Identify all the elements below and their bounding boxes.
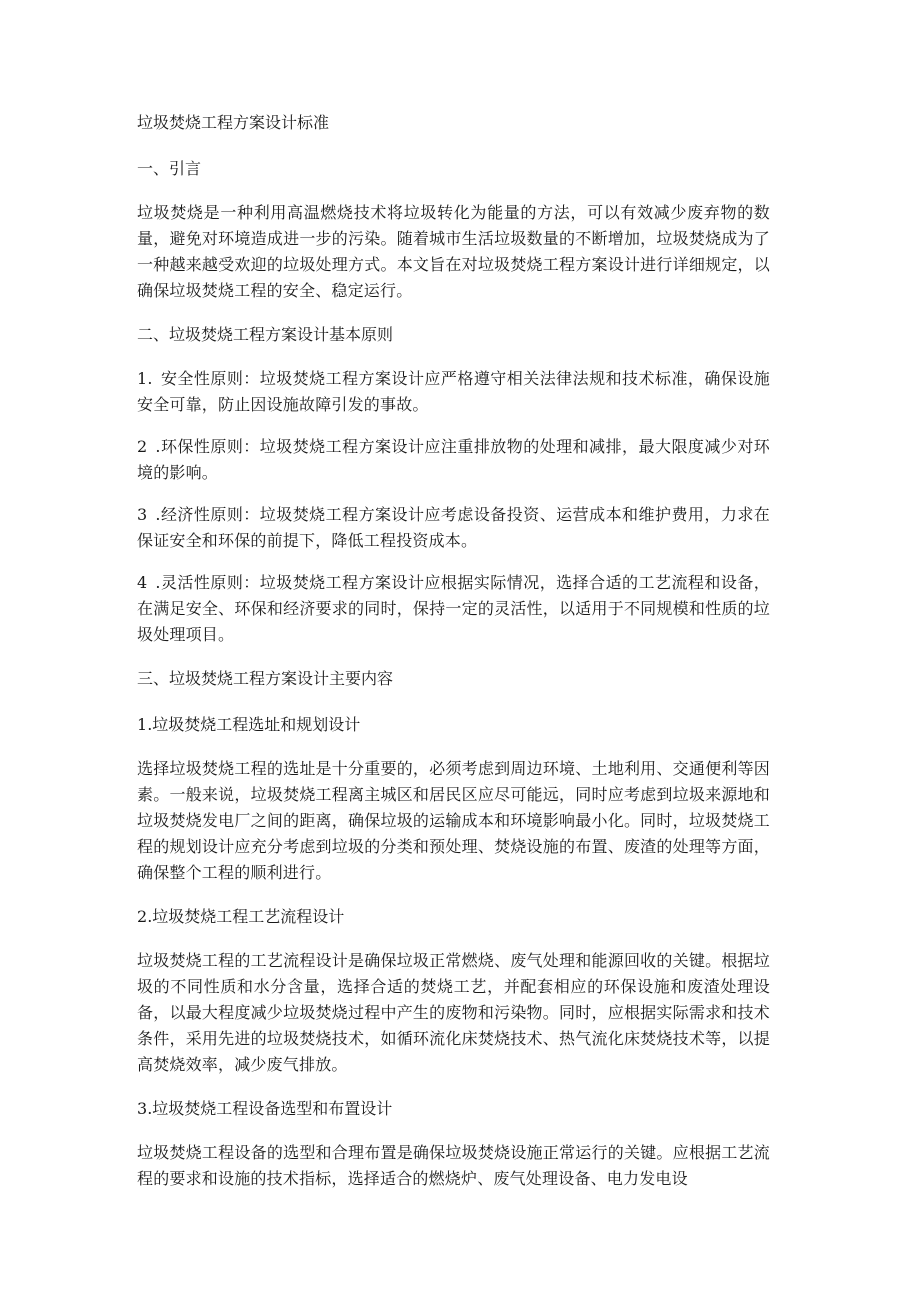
content-number: 3 xyxy=(137,1099,148,1118)
principle-number: 1. xyxy=(137,369,153,388)
principle-number: 4 xyxy=(137,573,148,592)
principle-number: 2 xyxy=(137,437,148,456)
principle-item xyxy=(137,434,770,486)
principle-item xyxy=(137,570,770,648)
content-subtitle xyxy=(137,1094,770,1124)
section-heading-principles: 二、垃圾焚烧工程方案设计基本原则 xyxy=(137,325,394,344)
content-subtitle xyxy=(137,710,770,740)
principle-text: .经济性原则：垃圾焚烧工程方案设计应考虑设备投资、运营成本和维护费用，力求在保证安全和环保的前提下，降低工程投资成本。 xyxy=(137,505,770,550)
content-subtitle xyxy=(137,902,770,932)
content-number: 2 xyxy=(137,907,148,926)
content-number: 1 xyxy=(137,715,148,734)
content-paragraph: 垃圾焚烧工程的工艺流程设计是确保垃圾正常燃烧、废气处理和能源回收的关键。根据垃圾的不同性质和水分含量，选择合适的焚烧工艺，并配套相应的环保设施和废渣处理设备，以最大程度减少垃圾焚烧过程中产生的废物和污染物。同时，应根据实际需求和技术条件，采用先进的垃圾焚烧技术，如循环流化床焚烧技术、热气流化床焚烧技术等，以提高焚烧效率，减少废气排放。 xyxy=(137,951,770,1074)
principle-item xyxy=(137,502,770,554)
intro-paragraph: 垃圾焚烧是一种利用高温燃烧技术将垃圾转化为能量的方法，可以有效减少废弃物的数量，避免对环境造成进一步的污染。随着城市生活垃圾数量的不断增加，垃圾焚烧成为了一种越来越受欢迎的垃圾处理方式。本文旨在对垃圾焚烧工程方案设计进行详细规定，以确保垃圾焚烧工程的安全、稳定运行。 xyxy=(137,203,770,300)
document-title: 垃圾焚烧工程方案设计标准 xyxy=(137,113,330,132)
section-heading-content: 三、垃圾焚烧工程方案设计主要内容 xyxy=(137,669,394,688)
section-heading-intro: 一、引言 xyxy=(137,159,202,178)
principle-text: .灵活性原则：垃圾焚烧工程方案设计应根据实际情况，选择合适的工艺流程和设备，在满足安全、环保和经济要求的同时，保持一定的灵活性，以适用于不同规模和性质的垃圾处理项目。 xyxy=(137,573,770,644)
principle-number: 3 xyxy=(137,505,148,524)
content-subtitle-text: .垃圾焚烧工程工艺流程设计 xyxy=(147,907,345,926)
principle-item xyxy=(137,366,770,418)
content-subtitle-text: .垃圾焚烧工程选址和规划设计 xyxy=(147,715,361,734)
content-paragraph: 选择垃圾焚烧工程的选址是十分重要的，必须考虑到周边环境、土地利用、交通便利等因素。一般来说，垃圾焚烧工程离主城区和居民区应尽可能远，同时应考虑到垃圾来源地和垃圾焚烧发电厂之间的距离，确保垃圾的运输成本和环境影响最小化。同时，垃圾焚烧工程的规划设计应充分考虑到垃圾的分类和预处理、焚烧设施的布置、废渣的处理等方面，确保整个工程的顺利进行。 xyxy=(137,759,770,882)
content-subtitle-text: .垃圾焚烧工程设备选型和布置设计 xyxy=(147,1099,393,1118)
principle-text: .环保性原则：垃圾焚烧工程方案设计应注重排放物的处理和减排，最大限度减少对环境的影响。 xyxy=(137,437,770,482)
principle-text: 安全性原则：垃圾焚烧工程方案设计应严格遵守相关法律法规和技术标准，确保设施安全可靠，防止因设施故障引发的事故。 xyxy=(137,369,770,414)
content-paragraph: 垃圾焚烧工程设备的选型和合理布置是确保垃圾焚烧设施正常运行的关键。应根据工艺流程的要求和设施的技术指标，选择适合的燃烧炉、废气处理设备、电力发电设 xyxy=(137,1143,770,1188)
